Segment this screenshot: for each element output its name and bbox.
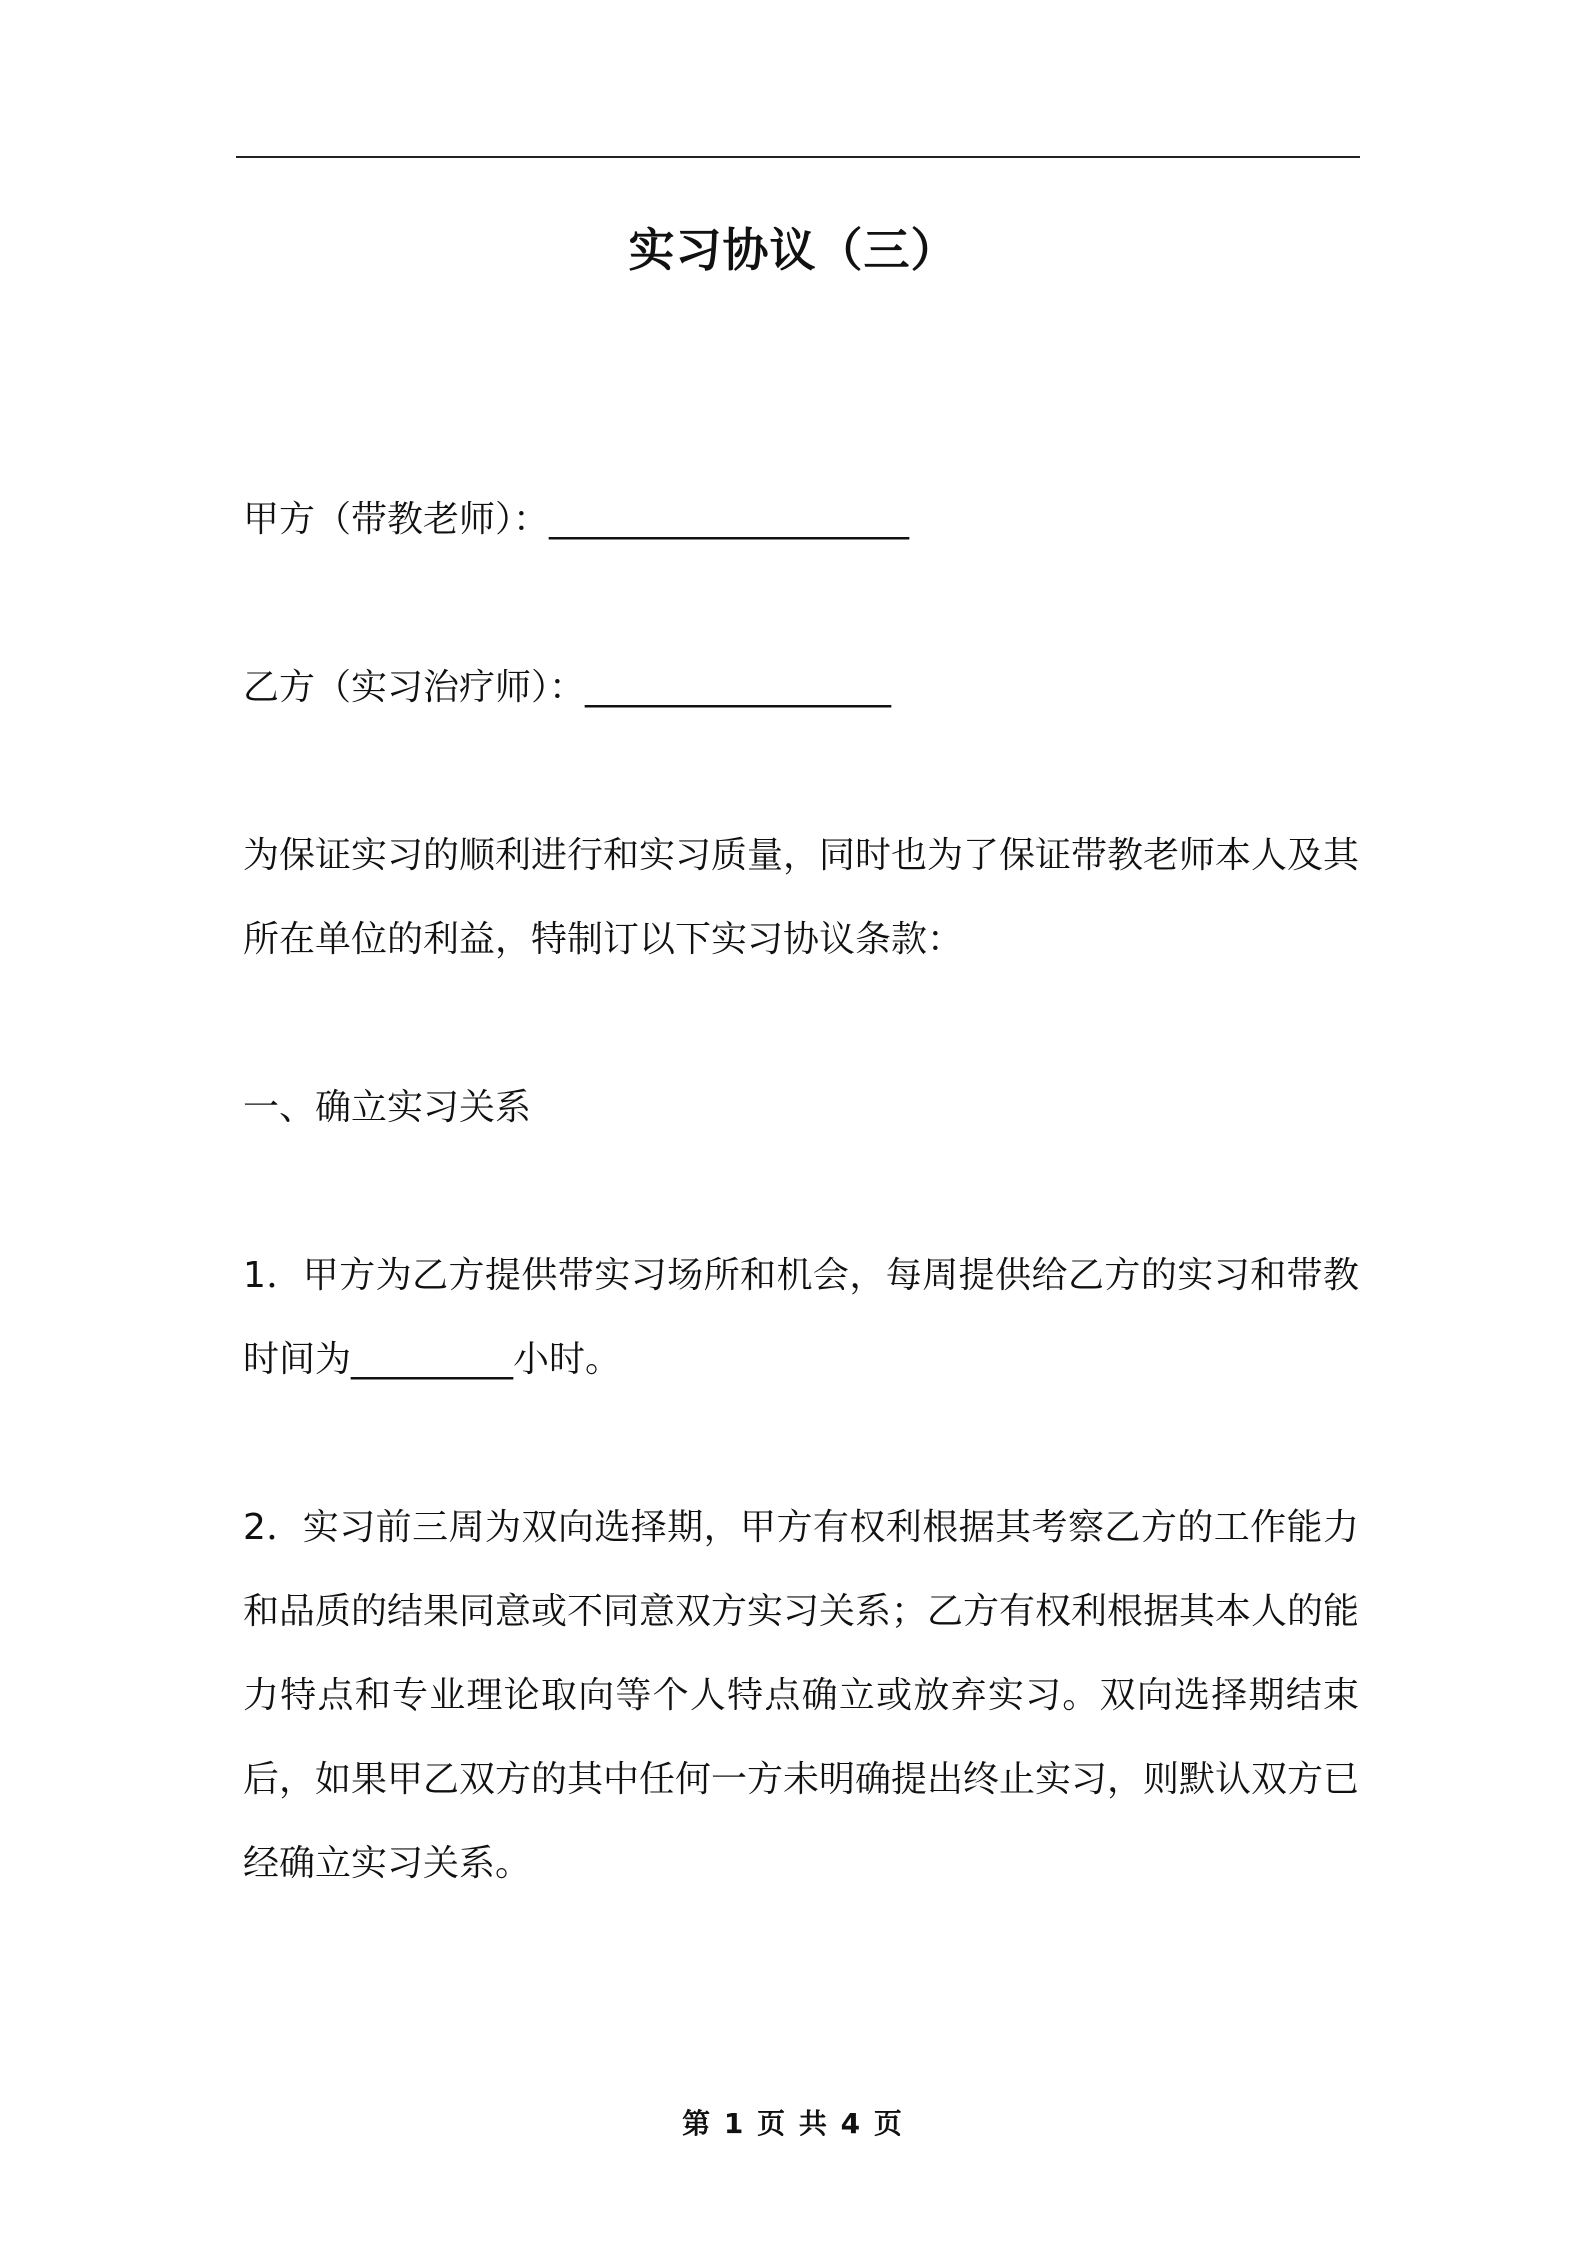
document-title: 实习协议（三） (628, 223, 958, 277)
page-number: 第 1 页 共 4 页 (682, 2107, 904, 2140)
party-a-line: 甲方（带教老师）：____________________ (243, 499, 910, 540)
party-b-line: 乙方（实习治疗师）：_________________ (243, 667, 892, 708)
intro-paragraph: 为保证实习的顺利进行和实习质量，同时也为了保证带教老师本人及其所在单位的利益，特制订以下实习协议条款： (243, 835, 1360, 960)
header-rule (236, 156, 1360, 158)
clause-2: 2．实习前三周为双向选择期，甲方有权利根据其考察乙方的工作能力和品质的结果同意或不同意双方实习关系；乙方有权利根据其本人的能力特点和专业理论取向等个人特点确立或放弃实习。双向选择期结束后，如果甲乙双方的其中任何一方未明确提出终止实习，则默认双方已经确立实习关系。 (243, 1507, 1360, 1884)
section-heading: 一、确立实习关系 (243, 1087, 532, 1128)
clause-1: 1．甲方为乙方提供带实习场所和机会，每周提供给乙方的实习和带教时间为_________小时。 (243, 1255, 1359, 1380)
